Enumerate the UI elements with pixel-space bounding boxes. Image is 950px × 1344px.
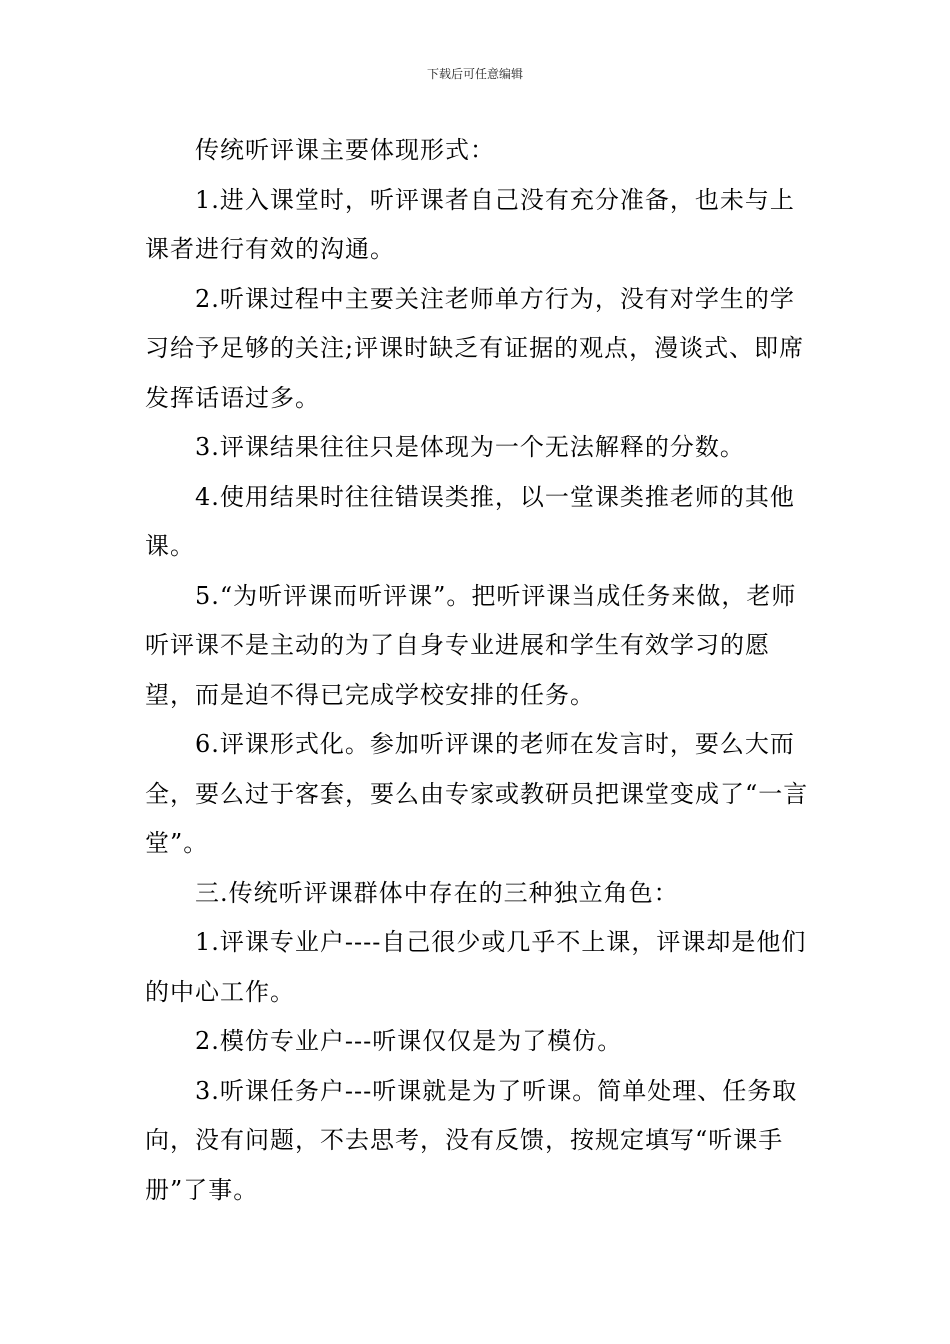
paragraph: 3.听课任务户---听课就是为了听课。简单处理、任务取向，没有问题，不去思考，没有反馈，按规定填写“听课手册”了事。 xyxy=(145,1076,798,1204)
document-body xyxy=(145,126,810,1215)
paragraph: 1.进入课堂时，听评课者自己没有充分准备，也未与上课者进行有效的沟通。 xyxy=(145,185,795,263)
paragraph: 1.评课专业户----自己很少或几乎不上课，评课却是他们的中心工作。 xyxy=(145,928,807,1006)
paragraph: 2.模仿专业户---听课仅仅是为了模仿。 xyxy=(195,1027,623,1055)
paragraph: 3.评课结果往往只是体现为一个无法解释的分数。 xyxy=(195,433,745,461)
paragraph: 6.评课形式化。参加听评课的老师在发言时，要么大而全，要么过于客套，要么由专家或教研员把课堂变成了“一言堂”。 xyxy=(145,730,809,857)
header-note: 下载后可任意编辑 xyxy=(426,67,523,81)
section-heading: 三.传统听评课群体中存在的三种独立角色： xyxy=(195,878,679,907)
paragraph: 2.听课过程中主要关注老师单方行为，没有对学生的学习给予足够的关注;评课时缺乏有证据的观点，漫谈式、即席发挥话语过多。 xyxy=(145,284,805,412)
paragraph: 4.使用结果时往往错误类推，以一堂课类推老师的其他课。 xyxy=(145,482,795,560)
paragraph: 5.“为听评课而听评课”。把听评课当成任务来做，老师听评课不是主动的为了自身专业进展和学生有效学习的愿望，而是迫不得已完成学校安排的任务。 xyxy=(145,581,797,709)
paragraph: 传统听评课主要体现形式： xyxy=(195,136,495,164)
